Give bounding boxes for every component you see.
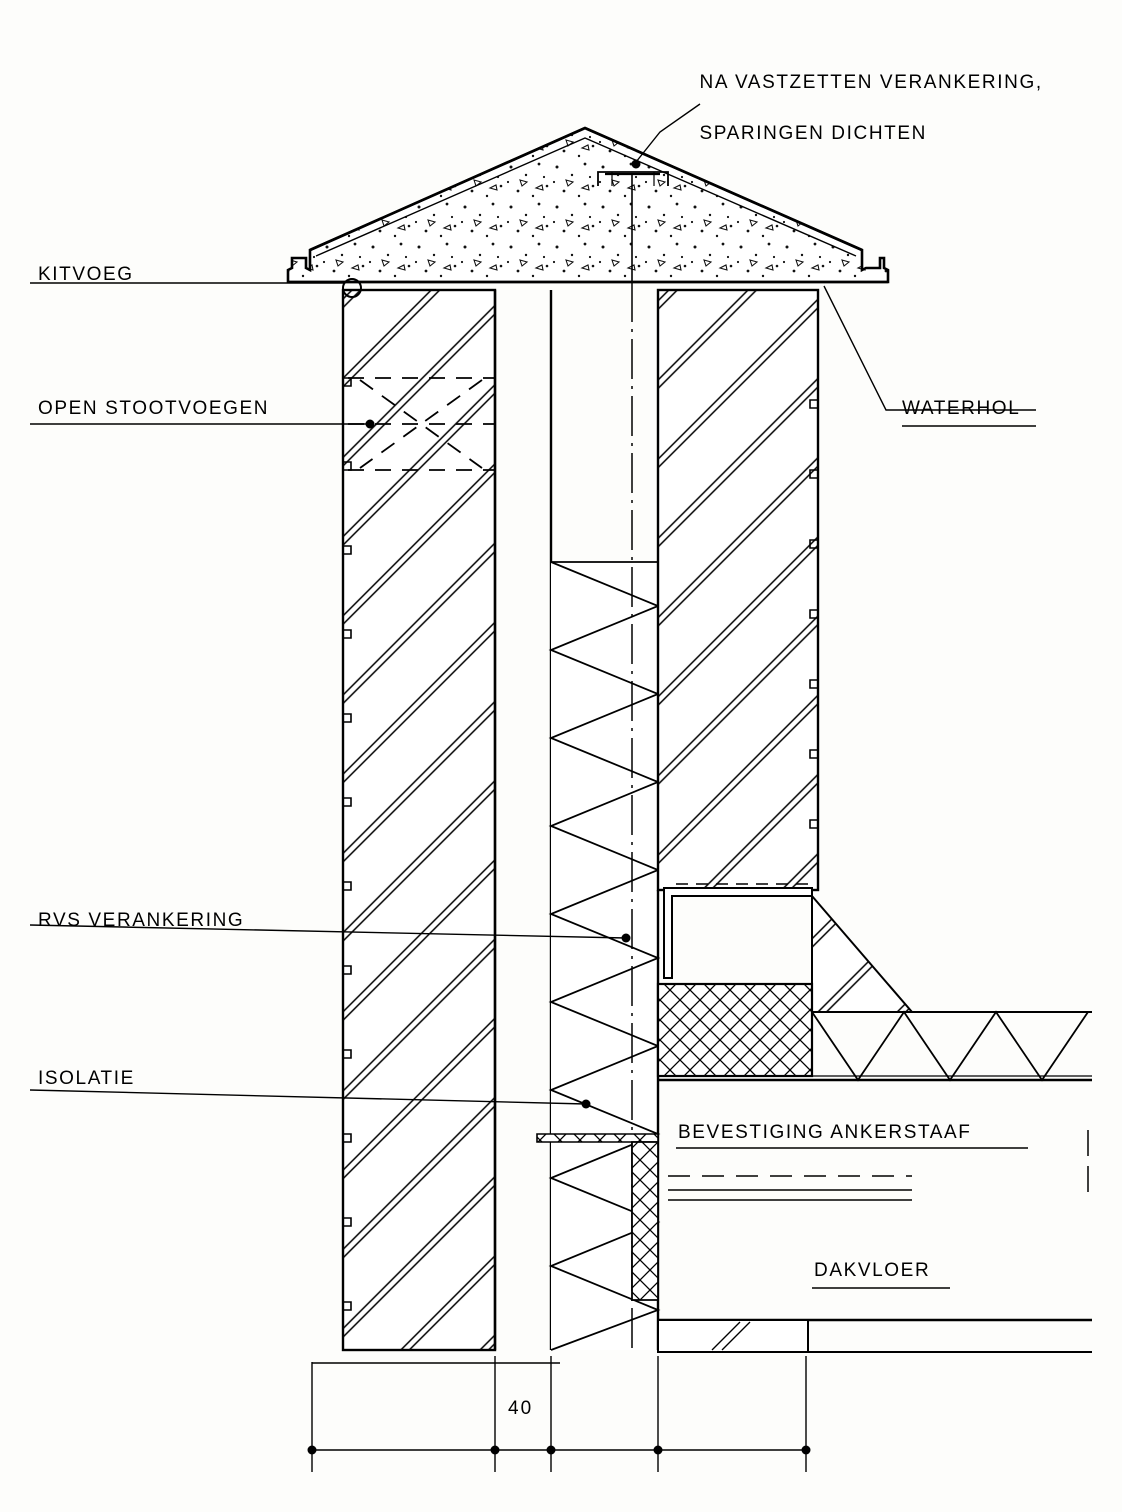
annotation-open-stootvoegen: OPEN STOOTVOEGEN (38, 398, 270, 419)
cavity (495, 290, 551, 1350)
annotation-waterhol: WATERHOL (902, 398, 1021, 419)
outer-masonry-leaf (343, 279, 495, 1350)
annotation-dakvloer: DAKVLOER (814, 1260, 931, 1281)
annotation-bevestiging-ankerstaaf: BEVESTIGING ANKERSTAAF (678, 1122, 972, 1143)
annotation-isolatie: ISOLATIE (38, 1068, 135, 1089)
annotation-rvs-verankering: RVS VERANKERING (38, 910, 245, 931)
annotation-line-2: SPARINGEN DICHTEN (699, 122, 927, 144)
inner-masonry-leaf (658, 290, 818, 1350)
dimension-line (308, 1356, 811, 1472)
annotation-na-vastzetten-verankering (672, 44, 1043, 172)
annotation-kitvoeg: KITVOEG (38, 264, 134, 285)
annotation-line-1: NA VASTZETTEN VERANKERING, (699, 71, 1043, 93)
dimension-label-40: 40 (508, 1398, 534, 1419)
